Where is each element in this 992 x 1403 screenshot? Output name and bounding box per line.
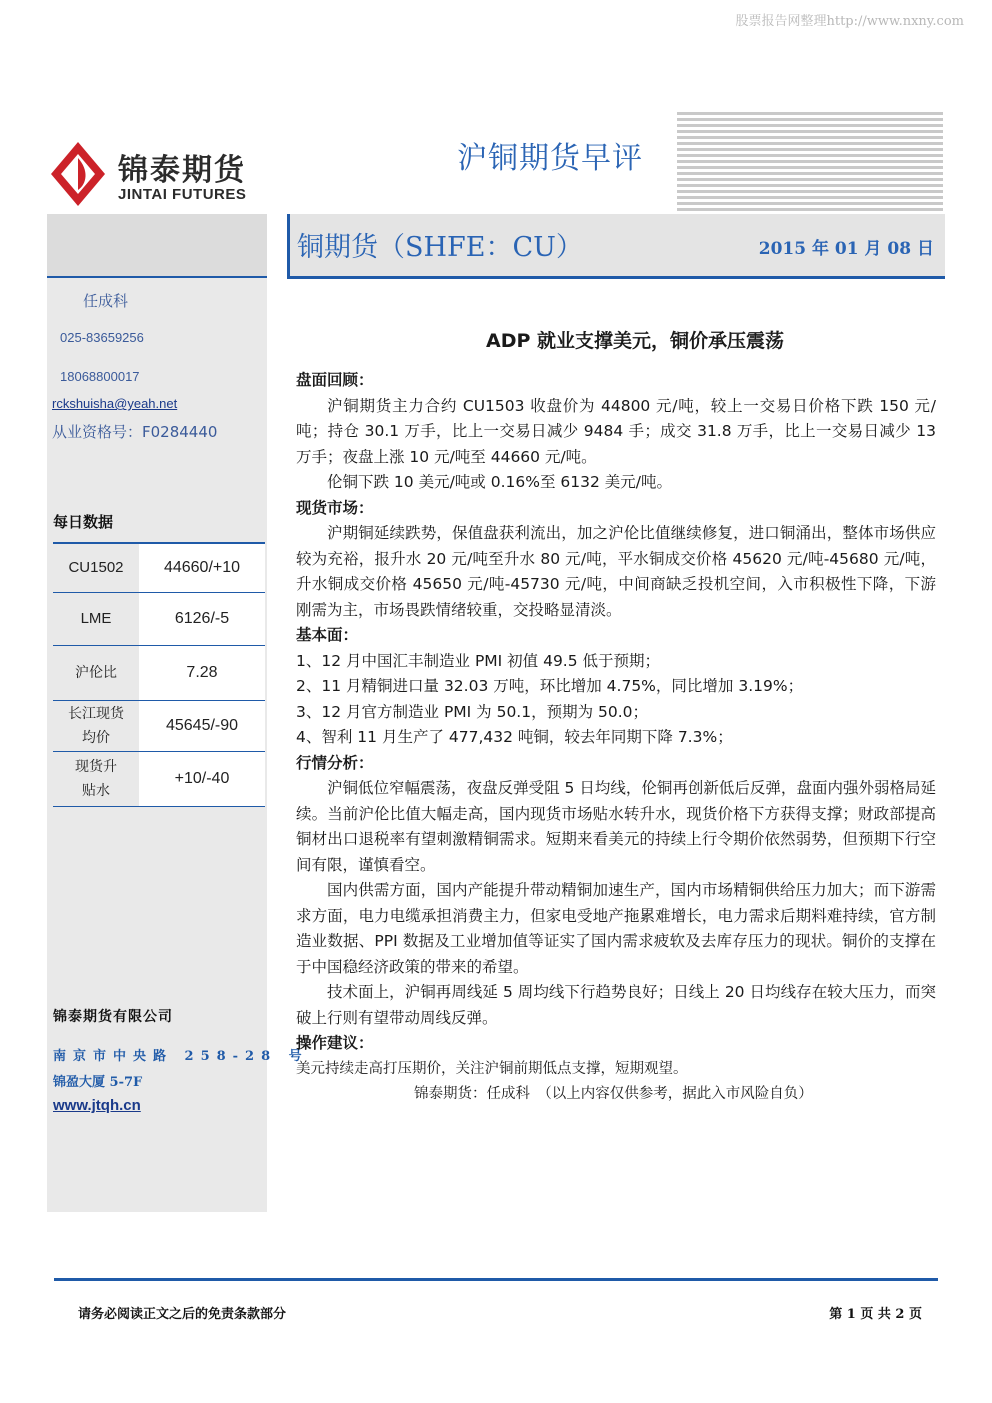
analyst-name: 任成科	[83, 292, 129, 310]
company-name: 锦泰期货有限公司	[53, 1009, 173, 1025]
list-item: 4、智利 11 月生产了 477,432 吨铜，较去年同期下降 7.3%；	[296, 728, 733, 746]
analyst-phone: 025-83659256	[60, 330, 144, 345]
brand-name-cn: 锦泰期货	[118, 153, 246, 188]
section-title-fundamentals: 基本面：	[296, 626, 359, 644]
analysis-paragraph: 国内供需方面，国内产能提升带动精铜加速生产，国内市场精铜供给压力加大；而下游需求方面，电力电缆承担消费主力，但家电受地产拖累难增长，电力需求后期料难持续，官方制造业数据、PPI 数据及工业增加值等证实了国内需求疲软及去库存压力的现状。铜价的支撑在于中国稳经济政策的带来的希望。	[296, 881, 936, 976]
daily-row-label: 沪伦比	[75, 665, 117, 681]
analysis-paragraph: 沪铜低位窄幅震荡，夜盘反弹受阻 5 日均线，伦铜再创新低后反弹，盘面内强外弱格局延续。当前沪伦比值大幅走高，国内现货市场贴水转升水，现货价格下方获得支撑；财政部提高铜材出口退税率有望刺激精铜需求。短期来看美元的持续上行令期价依然弱势，但预期下行空间有限，谨慎看空。	[296, 779, 936, 874]
company-address-line2: 锦盈大厦 5-7F	[53, 1075, 143, 1090]
company-website-link[interactable]: www.jtqh.cn	[53, 1097, 141, 1114]
daily-row-label: CU1502	[68, 559, 124, 576]
daily-row-label: LME	[80, 610, 112, 627]
daily-row-value: 45645/-90	[139, 701, 265, 751]
review-paragraph: 沪铜期货主力合约 CU1503 收盘价为 44800 元/吨，较上一交易日价格下跌 150 元/吨；持仓 30.1 万手，比上一交易日减少 9484 手；成交 31.8 万手，比上一交易日减少 13 万手；夜盘上涨 10 元/吨至 44660 元/吨。	[296, 396, 936, 466]
advice-text: 美元持续走高打压期价，关注沪铜前期低点支撑，短期观望。	[296, 1060, 688, 1077]
section-title-analysis: 行情分析：	[296, 753, 374, 772]
company-address-line1: 南京市中央路 258-28 号	[53, 1049, 309, 1064]
list-item: 2、11 月精铜进口量 32.03 万吨，环比增加 4.75%，同比增加 3.19%；	[296, 677, 804, 695]
list-item: 1、12 月中国汇丰制造业 PMI 初值 49.5 低于预期；	[296, 651, 661, 670]
daily-row-label: 现货升贴水	[75, 759, 117, 799]
instrument-name: 铜期货（SHFE：CU）	[297, 232, 583, 263]
report-date: 2015 年 01 月 08 日	[758, 239, 934, 259]
daily-row-value: 44660/+10	[139, 544, 265, 592]
section-title-spot: 现货市场：	[296, 498, 374, 517]
watermark-text: 股票报告网整理http://www.nxny.com	[735, 14, 964, 29]
analyst-email-link[interactable]: rckshuisha@yeah.net	[52, 396, 178, 411]
daily-row-value: 7.28	[139, 646, 265, 700]
daily-data-table	[53, 544, 265, 807]
analyst-mobile: 18068800017	[60, 369, 140, 384]
daily-data-title: 每日数据	[53, 513, 114, 531]
analysis-paragraph: 技术面上，沪铜再周线延 5 周均线下行趋势良好；日线上 20 日均线存在较大压力，而突破上行则有望带动周线反弹。	[296, 983, 936, 1027]
review-paragraph: 伦铜下跌 10 美元/吨或 0.16%至 6132 美元/吨。	[327, 473, 672, 491]
qualification-number: 从业资格号：F0284440	[52, 423, 218, 441]
table-row	[53, 544, 265, 593]
instrument-header-underline	[287, 276, 945, 279]
section-title-review: 盘面回顾：	[296, 371, 374, 389]
daily-row-value: +10/-40	[139, 752, 265, 806]
table-row	[53, 646, 265, 701]
company-logo-icon	[47, 140, 109, 208]
signature-text: 锦泰期货：任成科 （以上内容仅供参考，据此入市风险自负）	[414, 1086, 813, 1102]
section-title-advice: 操作建议：	[296, 1034, 374, 1052]
list-item: 3、12 月官方制造业 PMI 为 50.1，预期为 50.0；	[296, 702, 649, 721]
table-row	[53, 593, 265, 646]
footer-divider	[54, 1278, 938, 1281]
daily-row-label: 长江现货均价	[68, 706, 124, 746]
table-row	[53, 752, 265, 807]
daily-row-value: 6126/-5	[139, 593, 265, 645]
footer-disclaimer: 请务必阅读正文之后的免责条款部分	[78, 1307, 287, 1322]
report-title: 沪铜期货早评	[457, 141, 643, 176]
spot-paragraph: 沪期铜延续跌势，保值盘获利流出，加之沪伦比值继续修复，进口铜涌出，整体市场供应较为充裕，报升水 20 元/吨至升水 80 元/吨，平水铜成交价格 45620 元/吨-45680 元/吨，升水铜成交价格 45650 元/吨-45730 元/吨，中间商缺乏投机空间，入市积极性下降，下游刚需为主，市场畏跌情绪较重，交投略显清淡。	[296, 524, 936, 619]
page-number: 第 1 页 共 2 页	[829, 1307, 922, 1322]
brand-name-en: JINTAI FUTURES	[118, 186, 247, 203]
report-body	[296, 326, 936, 1108]
sidebar-divider	[47, 276, 267, 278]
report-headline: ADP 就业支撑美元，铜价承压震荡	[485, 330, 785, 352]
table-row	[53, 701, 265, 752]
sidebar-header-block	[47, 214, 267, 276]
header-stripes-decoration	[677, 112, 943, 216]
